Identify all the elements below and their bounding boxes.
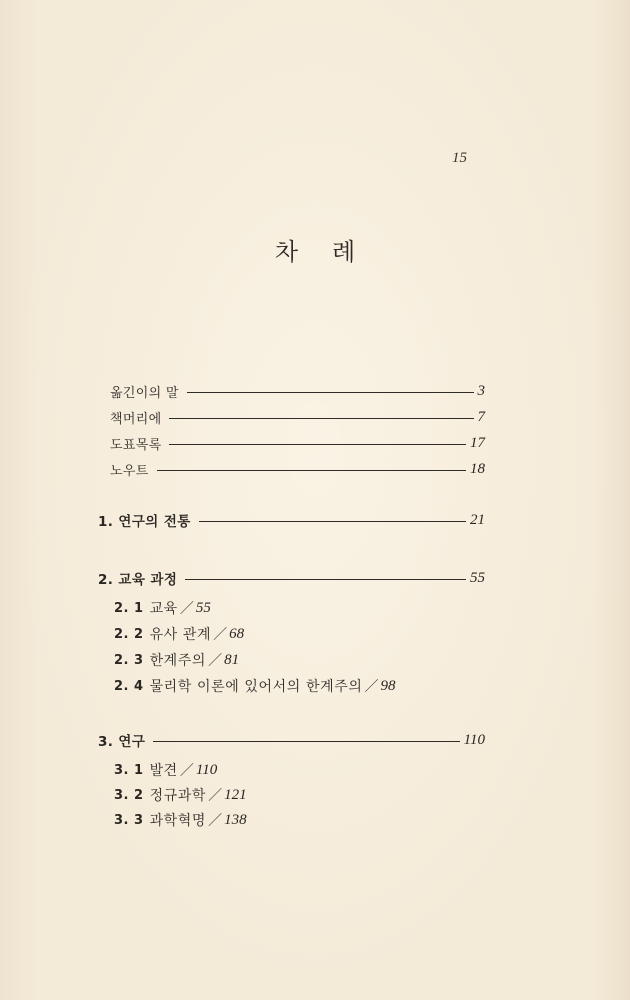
title-char-2: 례 [332,238,356,266]
section-page: 55 [195,599,211,616]
toc-entry-label: 도표목록 [110,437,162,453]
section-number: 3. 1 [114,762,144,778]
leader-line [185,579,466,580]
toc-section-3-2[interactable] [114,785,247,805]
toc-entry-page: 18 [470,460,485,477]
leader-line [169,418,473,419]
leader-line [187,392,474,393]
chapter-page: 55 [470,569,485,586]
section-number: 2. 1 [114,600,144,616]
page-number: 15 [452,150,467,166]
toc-entry-figures[interactable] [110,433,485,453]
toc-section-3-3[interactable] [114,810,247,830]
section-page: 81 [224,651,240,668]
separator: ／ [179,601,194,617]
toc-entry-page: 7 [477,408,485,425]
chapter-label: 3. 연구 [98,734,146,750]
section-page: 98 [380,677,396,694]
toc-entry-page: 17 [470,434,485,451]
section-title: 정규과학 [149,788,207,804]
section-page: 121 [224,786,247,803]
toc-chapter-3[interactable] [98,730,485,750]
separator: ／ [213,627,228,643]
toc-entry-label: 책머리에 [110,411,162,427]
leader-line [199,521,466,522]
separator: ／ [208,813,223,829]
toc-section-2-2[interactable] [114,624,244,644]
leader-line [169,444,466,445]
chapter-page: 110 [463,731,485,748]
section-number: 3. 3 [114,812,144,828]
toc-entry-preface[interactable] [110,407,485,427]
chapter-label: 1. 연구의 전통 [98,514,191,530]
leader-line [153,741,459,742]
section-title: 교육 [149,601,178,617]
leader-line [157,470,466,471]
toc-entry-label: 노우트 [110,463,149,479]
toc-section-2-3[interactable] [114,650,239,670]
section-title: 과학혁명 [149,813,207,829]
chapter-page: 21 [470,511,485,528]
section-page: 68 [229,625,245,642]
section-page: 110 [195,761,218,778]
toc-section-2-1[interactable] [114,598,211,618]
section-number: 2. 2 [114,626,144,642]
toc-section-3-1[interactable] [114,760,217,780]
separator: ／ [208,788,223,804]
toc-entry-translator-note[interactable] [110,381,485,401]
chapter-label: 2. 교육 과정 [98,572,178,588]
separator: ／ [208,653,223,669]
section-title: 한계주의 [149,653,207,669]
toc-entry-notes[interactable] [110,459,485,479]
toc-entry-page: 3 [477,382,485,399]
toc-entry-label: 옮긴이의 말 [110,385,179,401]
toc-chapter-1[interactable] [98,510,485,530]
section-title: 유사 관계 [149,627,212,643]
toc-chapter-2[interactable] [98,568,485,588]
section-title: 발견 [149,763,178,779]
section-number: 2. 3 [114,652,144,668]
section-number: 2. 4 [114,678,144,694]
page-title [0,232,630,267]
title-char-1: 차 [274,238,298,266]
separator: ／ [179,763,194,779]
section-title: 물리학 이론에 있어서의 한계주의 [149,679,363,695]
section-page: 138 [224,811,247,828]
separator: ／ [364,679,379,695]
toc-section-2-4[interactable] [114,676,395,696]
section-number: 3. 2 [114,787,144,803]
